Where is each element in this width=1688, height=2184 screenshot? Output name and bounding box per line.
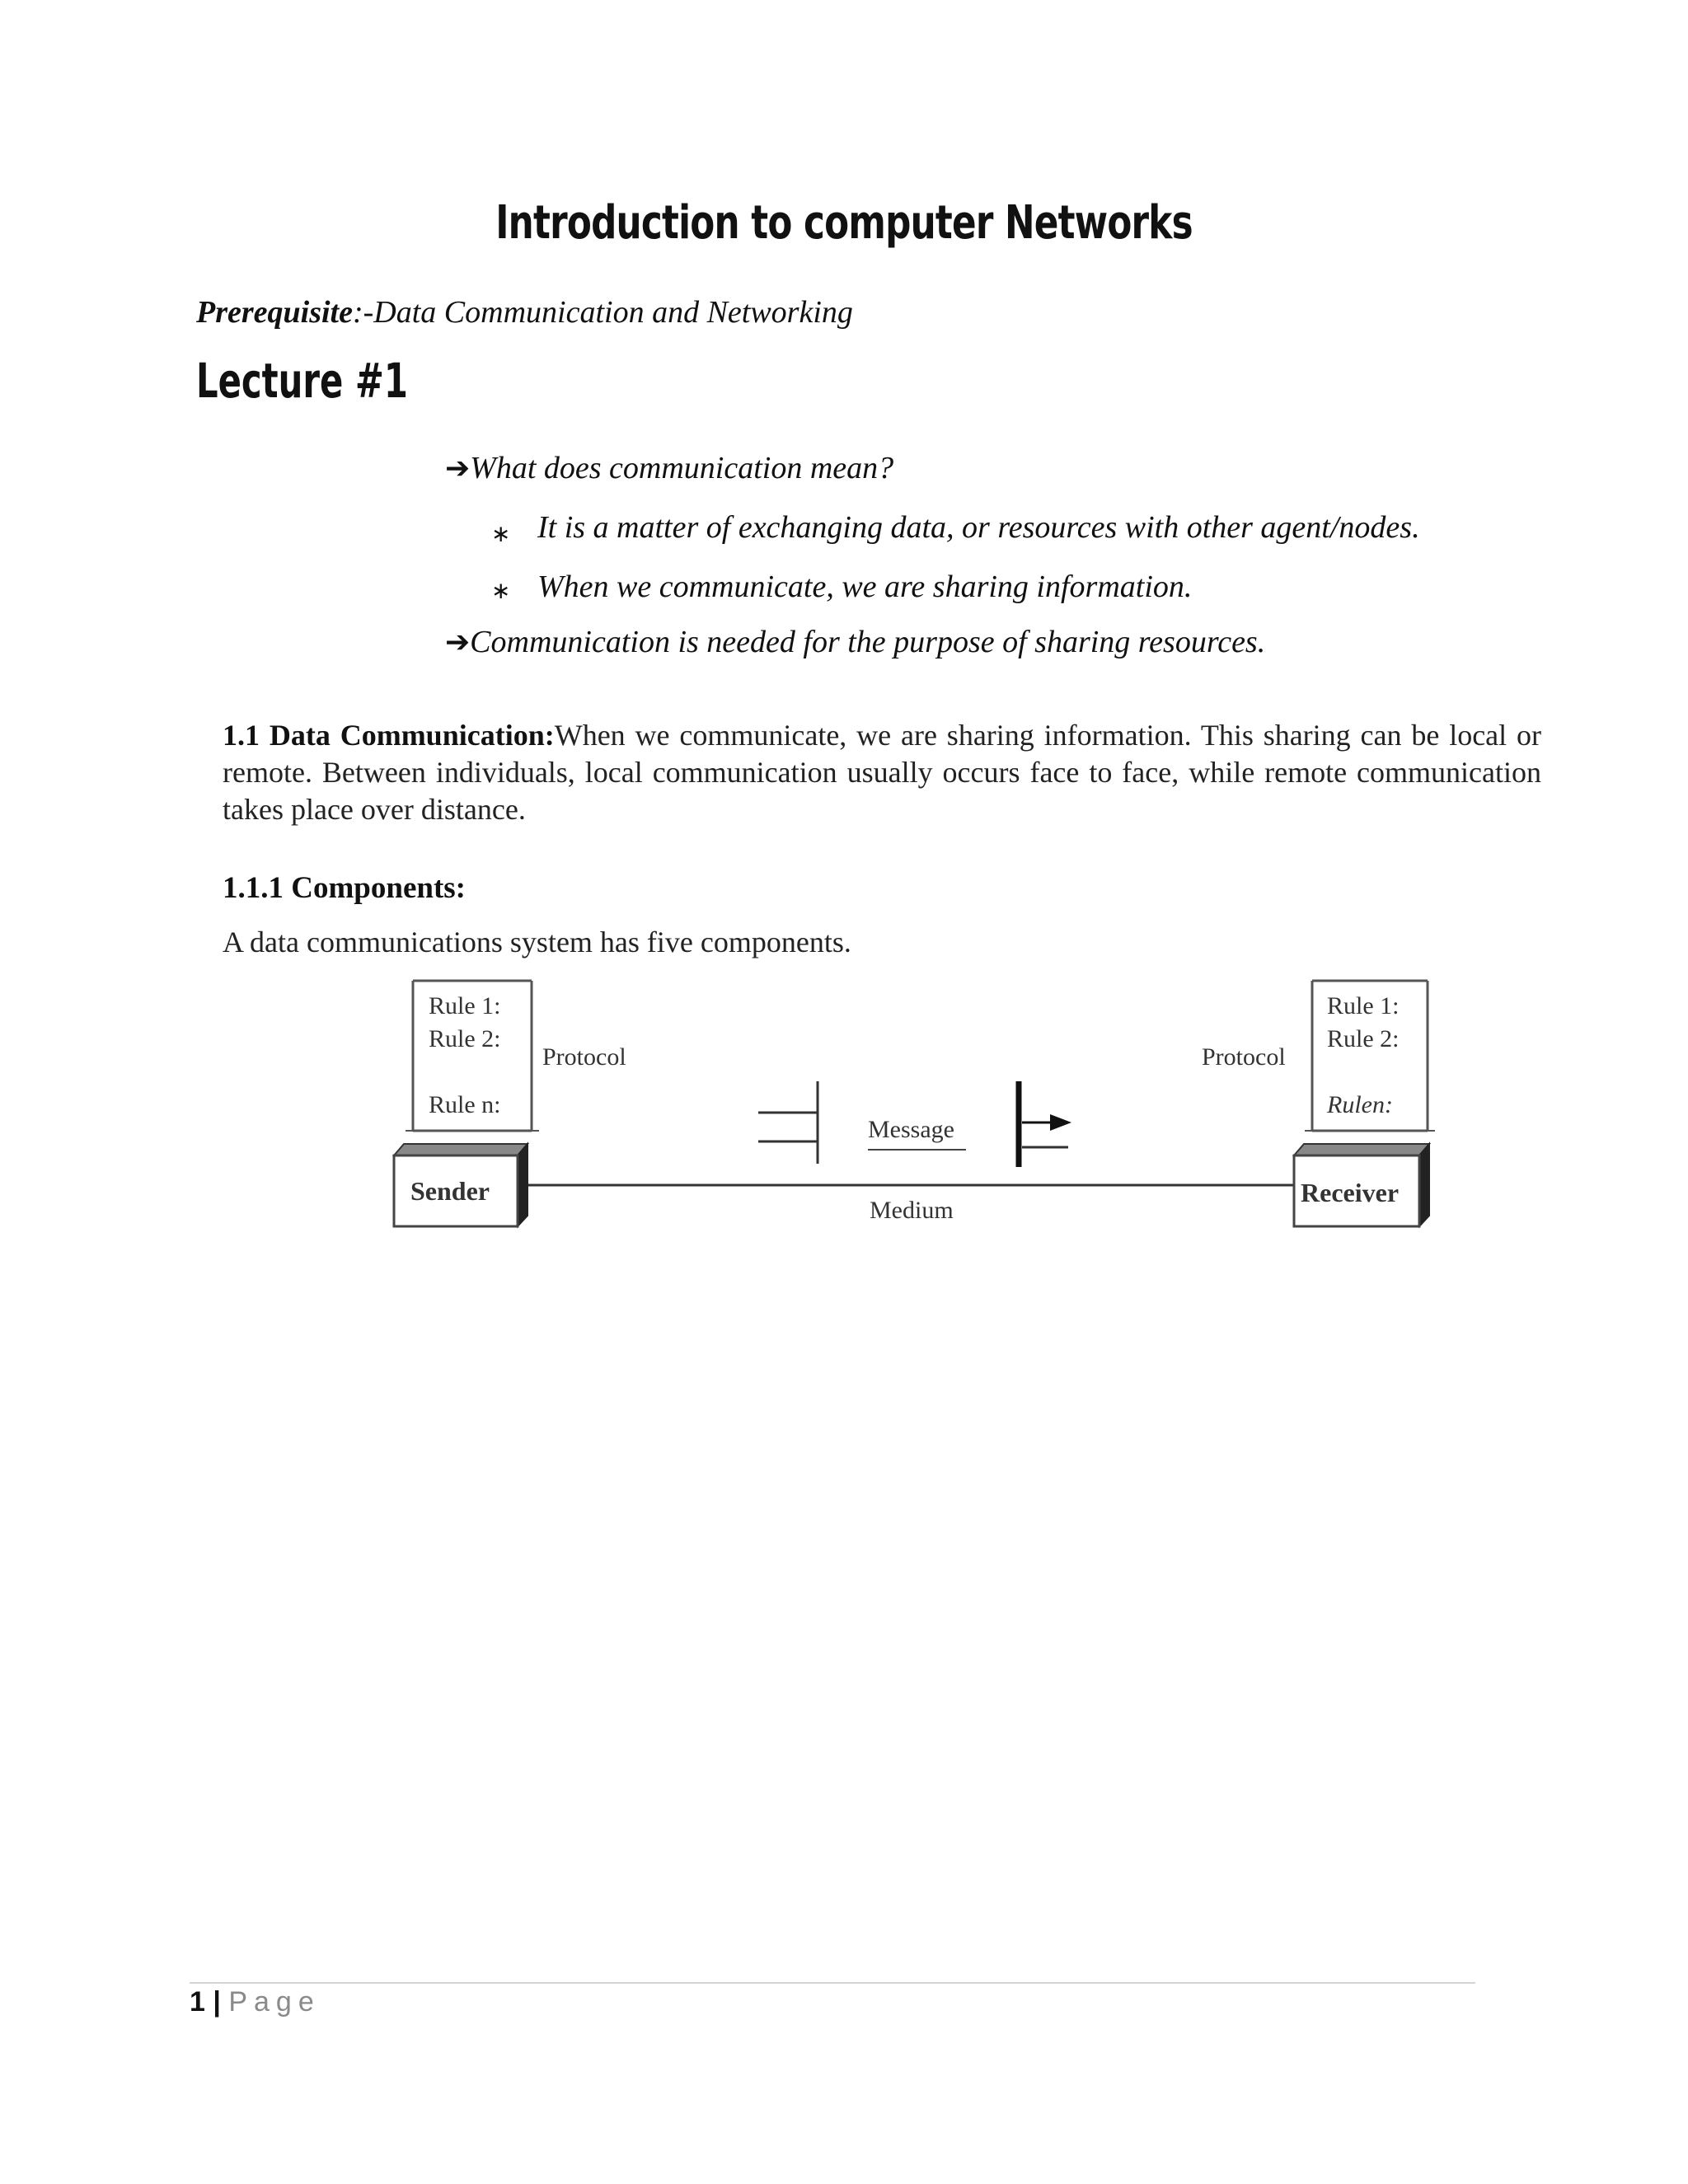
section-1-1-1-heading: 1.1.1 Components: xyxy=(223,871,466,905)
medium-label: Medium xyxy=(870,1197,954,1224)
footer-divider xyxy=(190,1982,1475,1984)
left-rule-n: Rule n: xyxy=(429,1091,501,1118)
protocol-right-label: Protocol xyxy=(1202,1043,1286,1071)
lecture-heading: Lecture #1 xyxy=(196,353,408,409)
message-label: Message xyxy=(868,1116,954,1143)
footer-separator: | xyxy=(213,1986,221,2018)
protocol-left-label: Protocol xyxy=(542,1043,626,1071)
bullet-item: It is a matter of exchanging data, or resources with other agent/nodes. xyxy=(537,510,1420,545)
page-word: Page xyxy=(228,1986,321,2018)
page-footer xyxy=(190,1986,321,2018)
left-rule-1: Rule 1: xyxy=(429,992,501,1019)
section-1-1-heading: 1.1 Data Communication: xyxy=(223,719,555,752)
arrow-right-icon: ➔ xyxy=(445,452,471,485)
left-rule-2: Rule 2: xyxy=(429,1025,501,1052)
question-text: What does communication mean? xyxy=(470,451,894,485)
right-rule-1: Rule 1: xyxy=(1327,992,1400,1019)
page-number: 1 xyxy=(190,1986,205,2018)
right-rule-2: Rule 2: xyxy=(1327,1025,1400,1052)
right-rule-n: Rulen: xyxy=(1327,1091,1393,1118)
asterisk-bullet-icon: ∗ xyxy=(491,577,511,604)
document-title: Introduction to computer Networks xyxy=(495,196,1193,250)
conclusion-text: Communication is needed for the purpose of sharing resources. xyxy=(470,625,1266,659)
receiver-label: Receiver xyxy=(1301,1178,1400,1207)
arrow-right-icon: ➔ xyxy=(445,626,471,659)
sender-label: Sender xyxy=(410,1176,490,1206)
asterisk-bullet-icon: ∗ xyxy=(491,520,511,547)
prerequisite-label: Prerequisite xyxy=(196,295,353,330)
bullet-item: When we communicate, we are sharing information. xyxy=(537,569,1193,604)
prerequisite-text: :-Data Communication and Networking xyxy=(352,295,853,330)
section-1-1-1-body: A data communications system has five components. xyxy=(223,926,851,958)
section-1-1-body: When we communicate, we are sharing information. This sharing can be local or remote. Between individuals, local communication usually occurs face to face, while remote communication takes place over distance. xyxy=(223,719,1542,826)
